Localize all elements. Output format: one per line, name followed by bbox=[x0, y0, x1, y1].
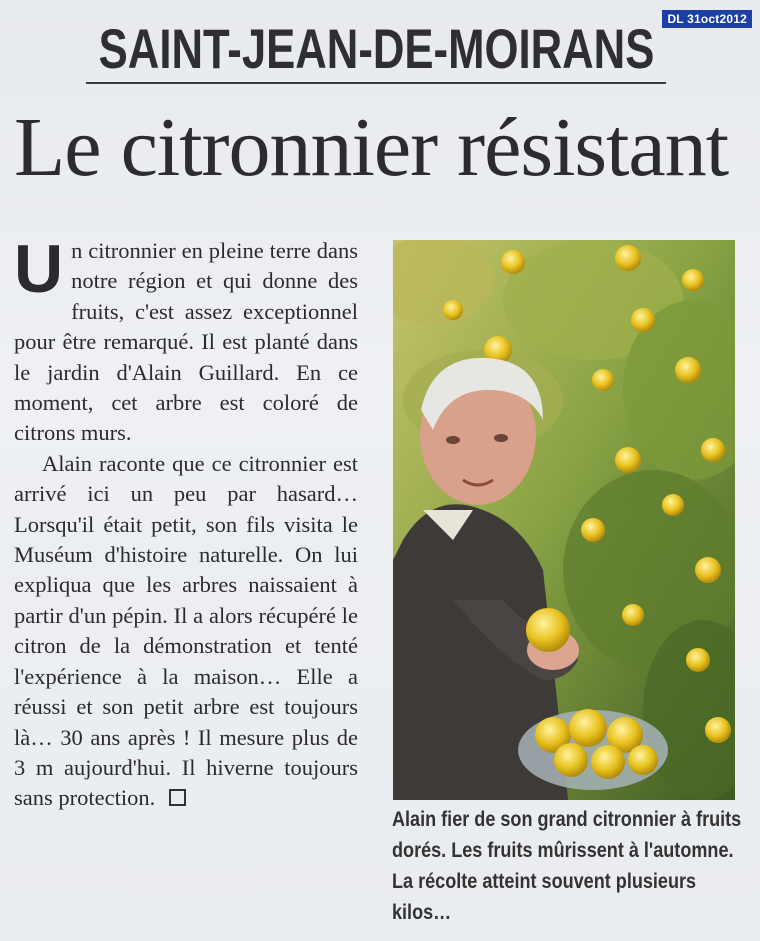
paragraph-1-text: n citronnier en pleine terre dans notre région et qui donne des fruits, c'est assez exceptionnel pour être remarqué. Il est planté dans le jardin d'Alain Guillard. En ce moment, cet arbre est coloré de citrons murs. bbox=[14, 238, 358, 446]
man-with-lemons-photo bbox=[393, 240, 735, 800]
city-heading: SAINT-JEAN-DE-MOIRANS bbox=[98, 17, 655, 80]
end-mark-icon bbox=[169, 789, 186, 806]
paragraph-2 bbox=[14, 449, 358, 814]
photo-caption: Alain fier de son grand citronnier à fruits dorés. Les fruits mûrissent à l'automne. La récolte atteint souvent plusieurs kilos… bbox=[392, 808, 742, 924]
date-stamp: DL 31oct2012 bbox=[662, 10, 752, 28]
heading-underline bbox=[86, 82, 666, 84]
drop-cap: U bbox=[14, 231, 64, 307]
article-headline: Le citronnier résistant bbox=[14, 101, 729, 194]
article-photo bbox=[393, 240, 735, 800]
article-body bbox=[14, 231, 358, 814]
paragraph-2-text: Alain raconte que ce citronnier est arrivé ici un peu par hasard… Lorsqu'il était petit, son fils visita le Muséum d'histoire naturelle. On lui expliqua que les arbres naissaient à partir d'un pépin. Il a alors récupéré le citron de la démonstration et tenté l'expérience à la maison… Elle a réussi et son petit arbre est toujours là… 30 ans après ! Il mesure plus de 3 m aujourd'hui. Il hiverne toujours sans protection. bbox=[14, 450, 358, 811]
paragraph-1 bbox=[14, 231, 358, 449]
